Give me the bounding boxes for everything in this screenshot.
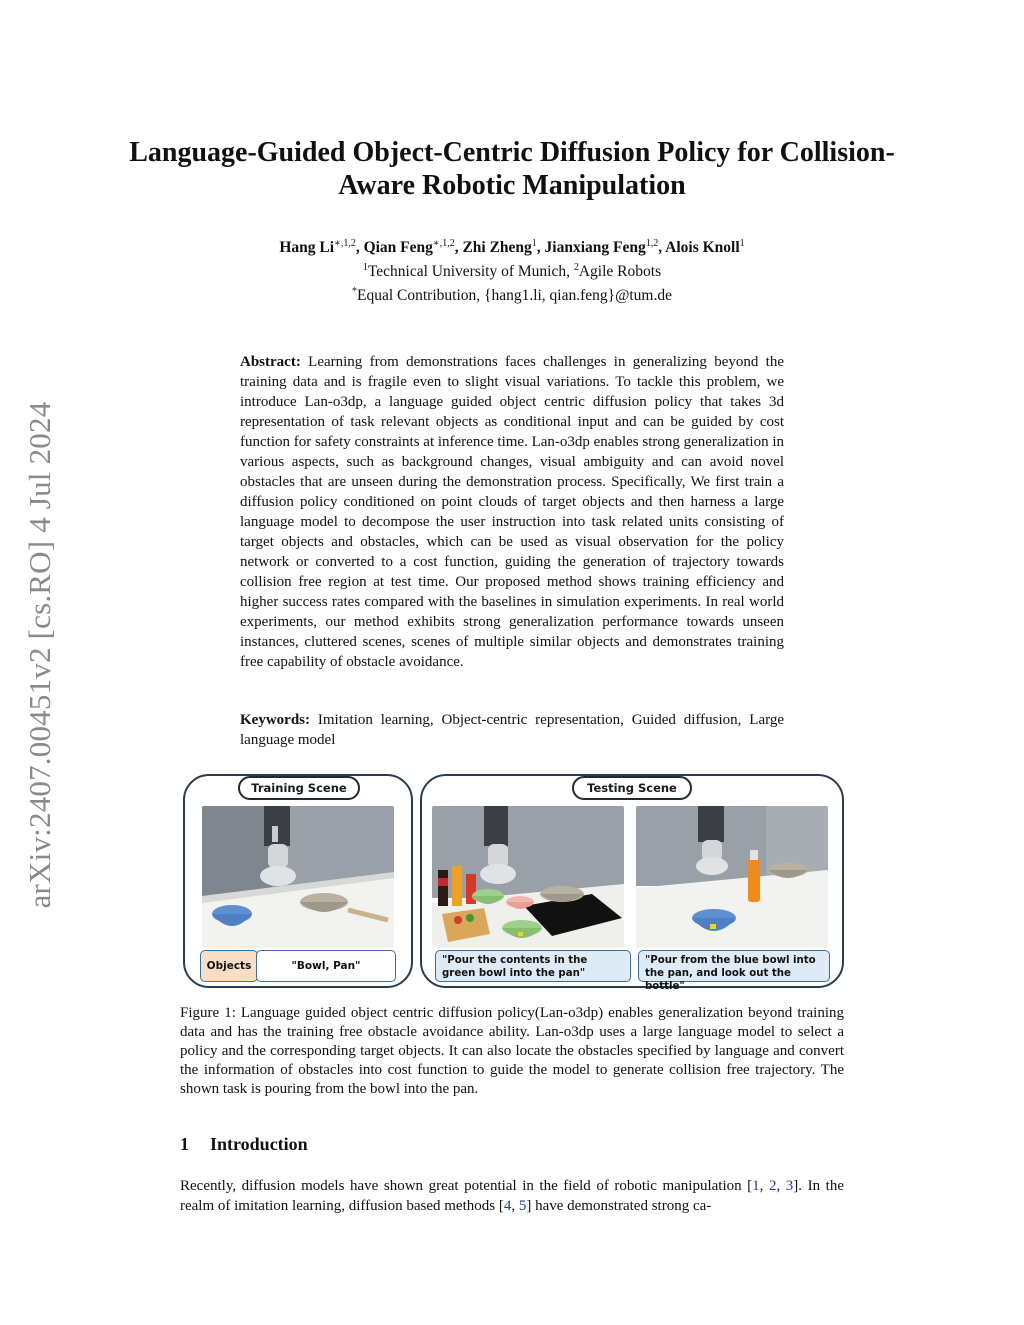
abstract (240, 352, 784, 672)
affil-1-sup: 1 (362, 262, 368, 274)
author-2: Qian Feng (363, 239, 433, 257)
testing-scene-label: Testing Scene (572, 776, 692, 800)
author-4: Jianxiang Feng (544, 239, 646, 257)
training-scene-image (202, 806, 394, 948)
author-1: Hang Li (279, 239, 335, 257)
citation-1[interactable]: 1 (752, 1178, 760, 1194)
author-3: Zhi Zheng (462, 239, 532, 257)
paper-title: Language-Guided Object-Centric Diffusion Policy for Collision-Aware Robotic Manipulation (129, 137, 895, 201)
author-names: Hang $Li^{∗,1,2}$, Qian Feng$^{∗,1,2}$, Zhi Zheng$^1$, Jianxiang Feng$^{1,2}$, Alois Knoll$^1$ (279, 238, 745, 257)
author-5: Alois Knoll (665, 239, 740, 257)
arxiv-identifier: arXiv:2407.00451v2 [cs.RO] 4 Jul 2024 (22, 401, 57, 909)
section-number: 1 (180, 1134, 189, 1154)
affil-2: Agile Robots (578, 263, 662, 281)
keywords-text: Imitation learning, Object-centric representation, Guided diffusion, Large language model (240, 712, 784, 748)
author-5-sup: 1 (739, 238, 745, 249)
citation-3[interactable]: 3 (785, 1178, 794, 1194)
affil-1: Technical University of Munich, (367, 263, 574, 281)
equal-text: Equal Contribution, {hang1.li, qian.feng}@tum.de (357, 287, 672, 305)
test-1-prompt: "Pour the contents in the green bowl into the pan" (435, 950, 631, 982)
testing-scene-photo-1 (432, 806, 624, 948)
intro-sep-1: , (759, 1178, 769, 1194)
affiliations (150, 258, 874, 282)
testing-scene-image-2 (636, 806, 828, 948)
intro-sep-2: , (776, 1178, 786, 1194)
testing-scene-image-1 (432, 806, 624, 948)
section-heading (180, 1134, 308, 1155)
author-4-sup: 1,2 (645, 238, 659, 249)
testing-scene-photo-2 (636, 806, 828, 948)
intro-paragraph (180, 1176, 844, 1216)
test-2-prompt: "Pour from the blue bowl into the pan, and look out the bottle" (638, 950, 830, 982)
abstract-text: Learning from demonstrations faces challenges in generalizing beyond the training data and is fragile even to slight visual variations. To tackle this problem, we introduce Lan-o3dp, a language guided object centric diffusion policy that takes 3d representation of task relevant objects as conditional input and can be guided by cost function for safety constraints at inference time. Lan-o3dp enables strong generalization in various aspects, such as background changes, visual ambiguity and can avoid novel obstacles that are unseen during the demonstration process. Specifically, We first train a diffusion policy conditioned on point clouds of target objects and then harness a large language model to decompose the user instruction into task related units consisting of target objects and obstacles, which can be used as visual observation for the policy network or converted to a cost function, guiding the generation of trajectory towards collision free region at test time. Our proposed method shows training efficiency and higher success rates compared with the baselines in simulation experiments. In real world experiments, our method exhibits strong generalization performance towards unseen instances, cluttered scenes, scenes of multiple similar objects and demonstrates training free capability of obstacle avoidance. (240, 354, 785, 670)
intro-sep-3: , (511, 1198, 519, 1214)
objects-label: Objects (200, 950, 258, 982)
author-block (150, 234, 874, 306)
objects-value: "Bowl, Pan" (256, 950, 396, 982)
keywords (240, 710, 784, 750)
figure-1 (180, 772, 844, 994)
training-scene-photo (202, 806, 394, 948)
equal-contribution (150, 282, 874, 306)
author-2-sup: ∗,1,2 (432, 238, 455, 249)
abstract-label: Abstract: (240, 354, 301, 370)
training-scene-label: Training Scene (238, 776, 360, 800)
figure-1-caption: Figure 1: Language guided object centric diffusion policy(Lan-o3dp) enables generalization beyond training data and has the training free obstacle avoidance ability. Lan-o3dp uses a large language model to select a policy and the corresponding target objects. It can also locate the obstacles specified by language and convert the information of obstacles into cost function to guide the model to generate collision free trajectory. The shown task is pouring from the bowl into the pan. (180, 1005, 844, 1097)
equal-sup: * (352, 286, 357, 298)
author-1-sup: ∗,1,2 (334, 238, 356, 249)
section-title: Introduction (210, 1134, 308, 1154)
intro-text-3: ] have demonstrated strong ca- (526, 1198, 712, 1214)
intro-text-1: Recently, diffusion models have shown great potential in the field of robotic manipulation [ (180, 1178, 753, 1194)
citation-4[interactable]: 4 (503, 1198, 512, 1214)
author-3-sup: 1 (531, 238, 537, 249)
intro-text-2: ]. In the realm of imitation learning, diffusion based methods [ (180, 1178, 844, 1214)
citation-5[interactable]: 5 (518, 1198, 527, 1214)
affil-2-sup: 2 (573, 262, 579, 274)
keywords-label: Keywords: (240, 712, 310, 728)
citation-2[interactable]: 2 (768, 1178, 777, 1194)
